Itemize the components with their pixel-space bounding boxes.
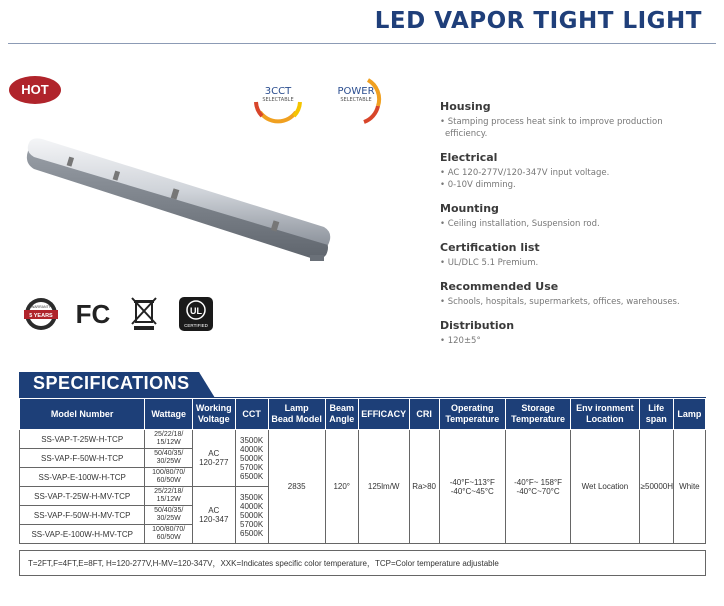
cct-badge-title: 3CCT: [264, 86, 292, 97]
wattage-text: 50/40/35/: [154, 507, 184, 514]
specifications-title: SPECIFICATIONS: [33, 373, 190, 393]
col-text: Angle: [329, 414, 355, 424]
warranty-top-text: WARRANTY: [31, 305, 51, 309]
wattage-text: 50/40/35/: [154, 450, 184, 457]
wattage-cell: [145, 525, 193, 544]
spec-recommended-use: [440, 280, 710, 308]
weee-icon: [130, 296, 158, 332]
title-divider: [8, 43, 716, 44]
spec-line: • Schools, hospitals, supermarkets, offices, warehouses.: [440, 297, 680, 307]
col-text: Temperature: [511, 414, 565, 424]
page-title: LED VAPOR TIGHT LIGHT: [374, 8, 702, 34]
spec-heading: Distribution: [440, 319, 515, 332]
col-operating-temp: [439, 399, 505, 430]
spec-mounting: [440, 202, 710, 230]
wattage-text: 15/12W: [156, 439, 181, 446]
wattage-cell: [145, 430, 193, 449]
wattage-text: 30/25W: [156, 458, 181, 465]
cct-text: 6500K: [240, 471, 264, 481]
model-cell: SS-VAP-T-25W-H-TCP: [20, 430, 145, 449]
wattage-text: 60/50W: [156, 534, 181, 541]
wattage-text: 15/12W: [156, 496, 181, 503]
spec-distribution: [440, 319, 710, 347]
spec-heading: Mounting: [440, 202, 499, 215]
cct-text: 4000K: [240, 501, 264, 511]
wattage-text: 100/80/70/: [152, 469, 186, 476]
cct-text: 6500K: [240, 528, 264, 538]
cct-text: 5700K: [240, 462, 264, 472]
col-text: span: [645, 414, 667, 424]
col-text: Life: [648, 403, 665, 413]
wattage-text: 100/80/70/: [152, 526, 186, 533]
model-cell: SS-VAP-F-50W-H-TCP: [20, 449, 145, 468]
environment-cell: Wet Location: [571, 430, 639, 544]
cct-text: 5000K: [240, 510, 264, 520]
spec-heading: Electrical: [440, 151, 498, 164]
cct-selectable-badge: [250, 72, 306, 128]
cri-cell: Ra>80: [409, 430, 439, 544]
model-cell: SS-VAP-T-25W-H-MV-TCP: [20, 487, 145, 506]
wattage-text: 25/22/18/: [154, 488, 184, 495]
feature-list: [440, 100, 710, 358]
hot-badge: HOT: [9, 76, 61, 104]
warranty-main-text: 5 YEARS: [29, 313, 53, 319]
st-text: -40°F~ 158°F: [514, 477, 563, 487]
table-header-row: [20, 399, 706, 430]
col-text: Env ironment: [576, 403, 634, 413]
col-text: Lamp: [284, 403, 309, 413]
col-text: Voltage: [197, 414, 230, 424]
col-storage-temp: [505, 399, 570, 430]
col-text: Temperature: [445, 414, 500, 424]
wattage-text: 25/22/18/: [154, 431, 184, 438]
col-text: Location: [586, 414, 624, 424]
spec-certification: [440, 241, 710, 269]
col-text: Operating: [451, 403, 494, 413]
wattage-cell: [145, 468, 193, 487]
spec-heading: Housing: [440, 100, 491, 113]
wattage-text: 60/50W: [156, 477, 181, 484]
col-model-number: Model Number: [20, 399, 145, 430]
spec-line: • AC 120-277V/120-347V input voltage.: [440, 168, 610, 178]
model-cell: SS-VAP-E-100W-H-MV-TCP: [20, 525, 145, 544]
spec-heading: Recommended Use: [440, 280, 559, 293]
spec-line: • Ceiling installation, Suspension rod.: [440, 219, 600, 229]
specifications-banner: [19, 372, 215, 398]
efficacy-cell: 125lm/W: [358, 430, 409, 544]
warranty-icon: [22, 296, 60, 332]
lifespan-cell: ≥50000H: [639, 430, 673, 544]
ul-sub-text: CERTIFIED: [184, 323, 208, 328]
op-text: -40°C~45°C: [450, 486, 494, 496]
ul-icon: [178, 296, 214, 332]
cct-cell: [235, 487, 268, 544]
wattage-cell: [145, 449, 193, 468]
col-working-voltage: [193, 399, 235, 430]
spec-line: • UL/DLC 5.1 Premium.: [440, 258, 539, 268]
col-text: Beam: [329, 403, 354, 413]
col-lamp: Lamp: [673, 399, 705, 430]
voltage-cell: [193, 487, 235, 544]
spec-heading: Certification list: [440, 241, 540, 254]
fc-icon: [73, 296, 113, 332]
table-row: [20, 430, 706, 449]
ul-text: UL: [190, 306, 202, 316]
specifications-table: [19, 398, 706, 544]
voltage-text: AC: [208, 449, 220, 458]
model-cell: SS-VAP-F-50W-H-MV-TCP: [20, 506, 145, 525]
lamp-bead-cell: 2835: [268, 430, 325, 544]
voltage-text: 120-277: [199, 458, 229, 467]
cct-badge-sub: SELECTABLE: [262, 97, 294, 103]
spec-line: • 0-10V dimming.: [440, 180, 516, 190]
power-badge-title: POWER: [337, 86, 375, 97]
voltage-text: 120-347: [199, 515, 229, 524]
col-environment: [571, 399, 639, 430]
wattage-cell: [145, 487, 193, 506]
spec-line: efficiency.: [445, 129, 488, 139]
st-text: -40°C~70°C: [516, 486, 560, 496]
spec-line: • Stamping process heat sink to improve production: [440, 117, 663, 127]
beam-angle-cell: 120°: [325, 430, 358, 544]
table-footnote: T=2FT,F=4FT,E=8FT, H=120-277V,H-MV=120-347V，XXK=Indicates specific color temperature，TCP=Color temperature adjustable: [19, 550, 706, 576]
col-wattage: Wattage: [145, 399, 193, 430]
power-badge-sub: SELECTABLE: [340, 97, 372, 103]
voltage-text: AC: [208, 506, 220, 515]
storage-temp-cell: [505, 430, 570, 544]
cct-text: 5700K: [240, 519, 264, 529]
spec-line: • 120±5°: [440, 336, 481, 346]
col-lamp-bead: [268, 399, 325, 430]
cct-text: 4000K: [240, 444, 264, 454]
col-efficacy: EFFICACY: [358, 399, 409, 430]
wattage-cell: [145, 506, 193, 525]
power-selectable-badge: [328, 72, 384, 128]
col-cri: CRI: [409, 399, 439, 430]
op-text: -40°F~113°F: [449, 477, 495, 487]
operating-temp-cell: [439, 430, 505, 544]
cct-text: 5000K: [240, 453, 264, 463]
cct-cell: [235, 430, 268, 487]
spec-electrical: [440, 151, 710, 191]
lamp-color-cell: White: [673, 430, 705, 544]
col-text: Working: [195, 403, 232, 413]
col-lifespan: [639, 399, 673, 430]
col-text: Bead Model: [271, 414, 322, 424]
col-beam-angle: [325, 399, 358, 430]
col-cct: CCT: [235, 399, 268, 430]
voltage-cell: [193, 430, 235, 487]
cct-text: 3500K: [240, 435, 264, 445]
spec-housing: [440, 100, 710, 140]
model-cell: SS-VAP-E-100W-H-TCP: [20, 468, 145, 487]
wattage-text: 30/25W: [156, 515, 181, 522]
col-text: Storage: [521, 403, 555, 413]
cct-text: 3500K: [240, 492, 264, 502]
fc-text: FC: [75, 299, 111, 329]
vapor-tight-lamp-image: [20, 135, 340, 275]
